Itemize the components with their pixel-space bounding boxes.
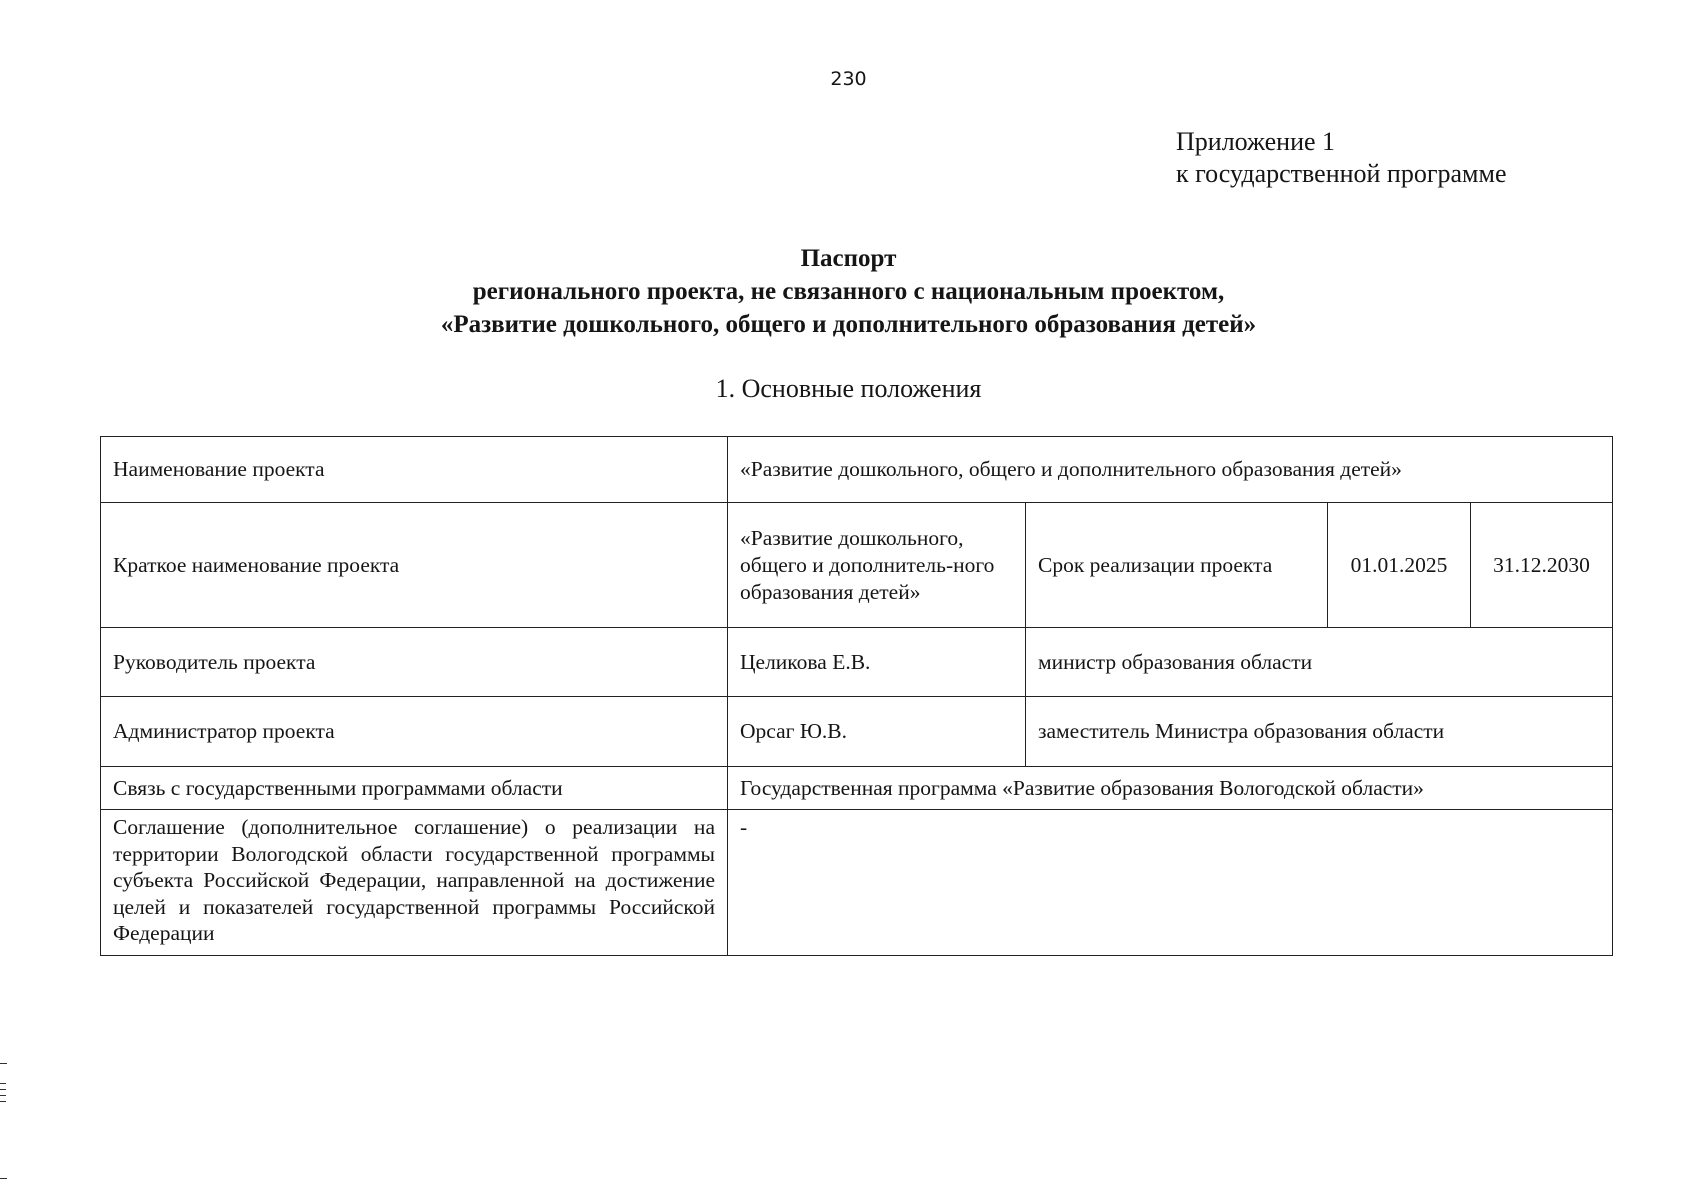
project-head-name: Целикова Е.В. [728, 628, 1026, 697]
project-head-position: министр образования области [1026, 628, 1613, 697]
project-admin-name: Орсаг Ю.В. [728, 697, 1026, 767]
table-row-project-head [101, 628, 1613, 697]
document-title [0, 242, 1697, 341]
margin-mark [0, 1101, 6, 1102]
title-line-2: регионального проекта, не связанного с национальным проектом, [472, 278, 1225, 305]
project-head-label: Руководитель проекта [101, 628, 728, 697]
table-row-state-programs [101, 767, 1613, 810]
table-row-short-name [101, 503, 1613, 628]
appendix-line-1: Приложение 1 [1176, 127, 1336, 156]
title-line-3: «Развитие дошкольного, общего и дополнительного образования детей» [440, 311, 1257, 338]
short-name-label: Краткое наименование проекта [101, 503, 728, 628]
end-date: 31.12.2030 [1471, 503, 1613, 628]
appendix-note [1176, 126, 1616, 190]
project-admin-position: заместитель Министра образования области [1026, 697, 1613, 767]
passport-table [100, 436, 1613, 956]
state-programs-value: Государственная программа «Развитие образования Вологодской области» [728, 767, 1613, 810]
appendix-line-2: к государственной программе [1176, 159, 1507, 188]
table-row-project-admin [101, 697, 1613, 767]
state-programs-label: Связь с государственными программами области [101, 767, 728, 810]
margin-mark [0, 1178, 7, 1179]
agreement-label: Соглашение (дополнительное соглашение) о реализации на территории Вологодской области государственной программы субъекта Российской Федерации, направленной на достижение целей и показателей государственной программы Российской Федерации [101, 810, 728, 956]
project-name-value: «Развитие дошкольного, общего и дополнительного образования детей» [728, 437, 1613, 503]
margin-mark [0, 1083, 6, 1084]
title-line-1: Паспорт [800, 245, 897, 272]
term-label: Срок реализации проекта [1026, 503, 1328, 628]
start-date: 01.01.2025 [1328, 503, 1471, 628]
table-row-agreement [101, 810, 1613, 956]
margin-mark [0, 1089, 6, 1090]
agreement-value: - [728, 810, 1613, 956]
page-number: 230 [830, 68, 867, 90]
project-name-label: Наименование проекта [101, 437, 728, 503]
margin-mark [0, 1063, 7, 1064]
project-admin-label: Администратор проекта [101, 697, 728, 767]
table-row-project-name [101, 437, 1613, 503]
short-name-value: «Развитие дошкольного, общего и дополнитель-ного образования детей» [728, 503, 1026, 628]
margin-mark [0, 1095, 6, 1096]
section-heading: 1. Основные положения [715, 374, 982, 403]
